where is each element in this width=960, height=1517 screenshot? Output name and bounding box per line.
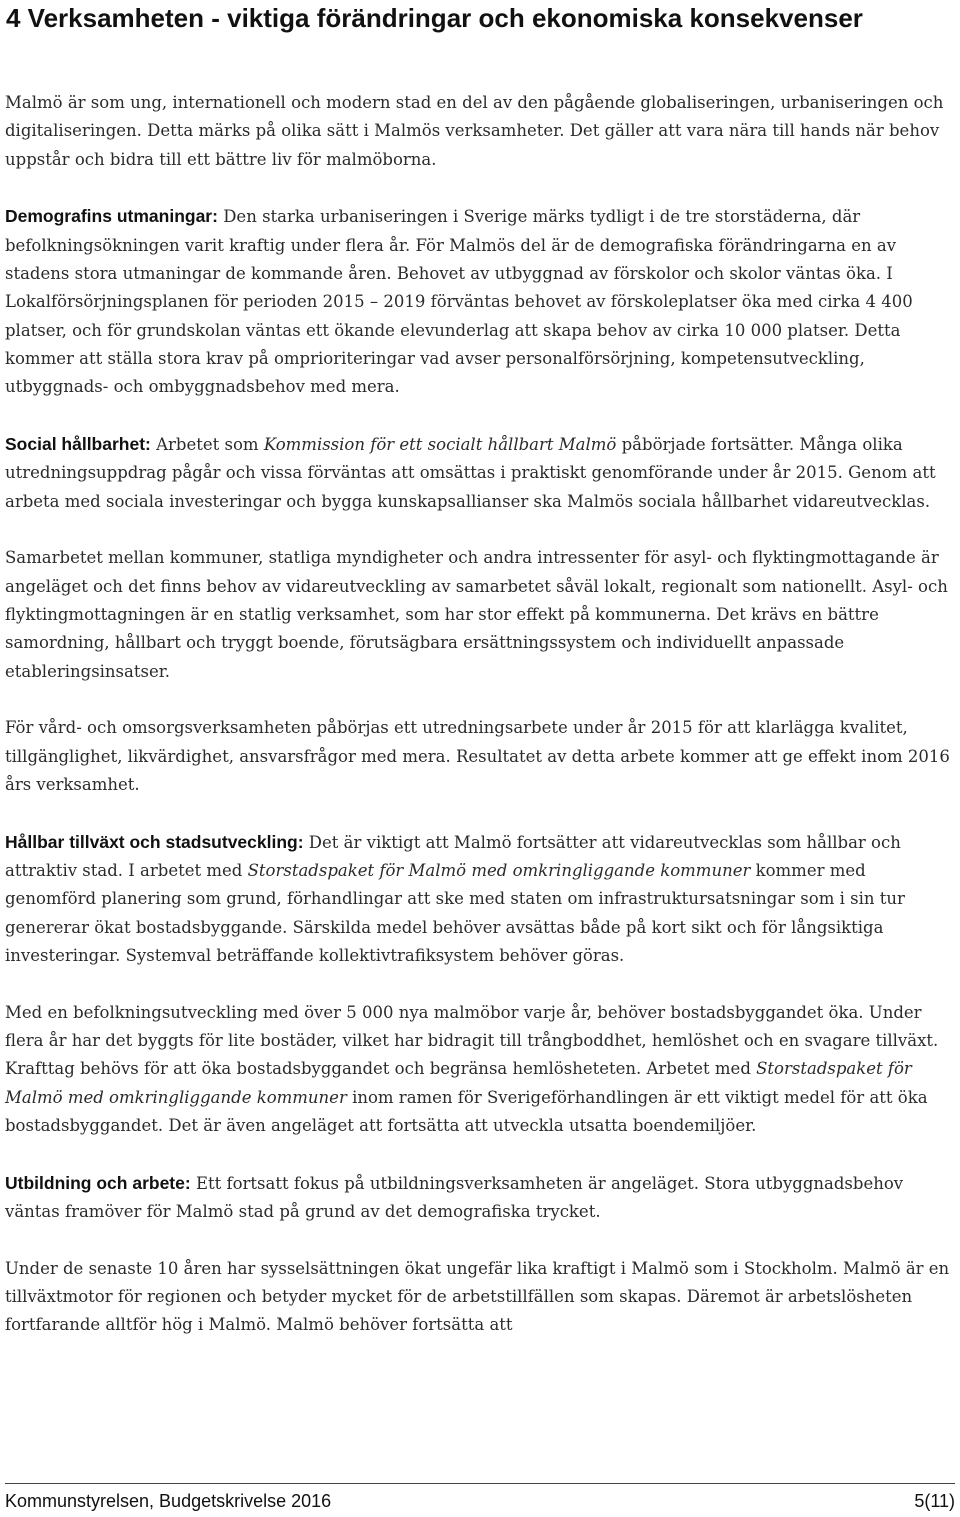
employment-paragraph: Under de senaste 10 åren har sysselsättningen ökat ungefär lika kraftigt i Malmö som i Stockholm. Malmö är en tillväxtmotor för regionen och betyder mycket för de arbetstillfällen som skapas. Däremot är arbetslösheten fortfarande alltför hög i Malmö. Malmö behöver fortsätta att xyxy=(5,1258,950,1335)
social-sustainability-text-a: Arbetet som xyxy=(150,434,264,454)
education-text: Ett fortsatt fokus på utbildningsverksamheten är angeläget. Stora utbyggnadsbehov väntas framöver för Malmö stad på grund av det demografiska trycket. xyxy=(5,1173,904,1221)
housing-text-a: Med en befolkningsutveckling med över 5 000 nya malmöbor varje år, behöver bostadsbyggandet öka. Under flera år har det byggts för lite bostäder, vilket har bidragit till trångboddhet, hemlöshet och en svagare tillväxt. Krafttag behövs för att öka bostadsbyggandet och begränsa hemlösheteten. Arbetet med xyxy=(5,1002,939,1079)
education-lead: Utbildning och arbete: xyxy=(5,1172,191,1193)
social-sustainability-lead: Social hållbarhet: xyxy=(5,433,151,454)
growth-paragraph xyxy=(5,828,957,970)
metro-package-title: Storstadspaket för Malmö med omkringliggande kommuner xyxy=(247,861,751,881)
growth-text-a: Det är viktigt att Malmö fortsätter att vidareutvecklas som hållbar och attraktiv stad. I arbetet med xyxy=(5,832,901,881)
education-paragraph xyxy=(5,1169,957,1227)
commission-title: Kommission för ett socialt hållbart Malmö xyxy=(263,434,617,454)
metro-package-title-2: Storstadspaket för Malmö med omkringliggande kommuner xyxy=(5,1059,912,1107)
refugee-paragraph: Samarbetet mellan kommuner, statliga myndigheter och andra intressenter för asyl- och flyktingmottagande är angeläget och det finns behov av vidareutveckling av samarbetet såväl lokalt, regionalt som nationellt. Asyl- och flyktingmottagningen är en statlig verksamhet, som har stor effekt på kommunerna. Det krävs en bättre samordning, hållbart och tryggt boende, förutsägbara ersättningssystem och individuellt anpassade etableringsinsatser. xyxy=(5,548,948,681)
growth-text-b: kommer med genomförd planering som grund, förhandlingar att ske med staten om infrastruktursatsningar som i sin tur genererar ökat bostadsbyggande. Särskilda medel behöver avsättas både på kort sikt och för långsiktiga investeringar. Systemval beträffande kollektivtrafiksystem behöver göras. xyxy=(5,861,905,965)
section-heading: 4 Verksamheten - viktiga förändringar och ekonomiska konsekvenser xyxy=(6,3,863,33)
housing-text-b: inom ramen för Sverigeförhandlingen är ett viktigt medel för att öka bostadsbyggandet. Det är även angeläget att fortsätta att utveckla utsatta boendemiljöer. xyxy=(5,1087,928,1135)
growth-lead: Hållbar tillväxt och stadsutveckling: xyxy=(5,831,304,852)
page-footer xyxy=(5,1489,955,1513)
demography-text: Den starka urbaniseringen i Sverige märks tydligt i de tre storstäderna, där befolkningsökningen varit kraftig under flera år. För Malmös del är de demografiska förändringarna en av stadens stora utmaningar de kommande åren. Behovet av utbyggnad av förskolor och skolor väntas öka. I Lokalförsörjningsplanen för perioden 2015 – 2019 förväntas behovet av förskoleplatser öka med cirka 4 400 platser, och för grundskolan väntas ett ökande elevunderlag att skapa behov av cirka 10 000 platser. Detta kommer att ställa stora krav på omprioriteringar vad avser personalförsörjning, kompetensutveckling, utbyggnads- och ombyggnadsbehov med mera. xyxy=(5,207,913,397)
document-body xyxy=(5,89,957,1340)
demography-lead: Demografins utmaningar: xyxy=(5,206,218,227)
footer-document-title: Kommunstyrelsen, Budgetskrivelse 2016 xyxy=(5,1491,332,1511)
care-paragraph: För vård- och omsorgsverksamheten påbörjas ett utredningsarbete under år 2015 för att klarlägga kvalitet, tillgänglighet, likvärdighet, ansvarsfrågor med mera. Resultatet av detta arbete kommer att ge effekt inom 2016 års verksamhet. xyxy=(5,718,950,794)
social-sustainability-paragraph xyxy=(5,430,957,516)
demography-paragraph xyxy=(5,202,957,401)
social-sustainability-text-b: påbörjade fortsätter. Många olika utredningsuppdrag pågår och vissa förväntas att omsättas i praktiskt genomförande under år 2015. Genom att arbeta med sociala investeringar och bygga kunskapsallianser ska Malmös sociala hållbarhet vidareutvecklas. xyxy=(5,434,936,511)
intro-paragraph: Malmö är som ung, internationell och modern stad en del av den pågående globaliseringen, urbaniseringen och digitaliseringen. Detta märks på olika sätt i Malmös verksamheter. Det gäller att vara nära till hands när behov uppstår och bidra till ett bättre liv för malmöborna. xyxy=(5,93,944,169)
page-number: 5(11) xyxy=(914,1491,955,1511)
housing-paragraph xyxy=(5,999,957,1140)
footer-divider xyxy=(5,1483,955,1484)
